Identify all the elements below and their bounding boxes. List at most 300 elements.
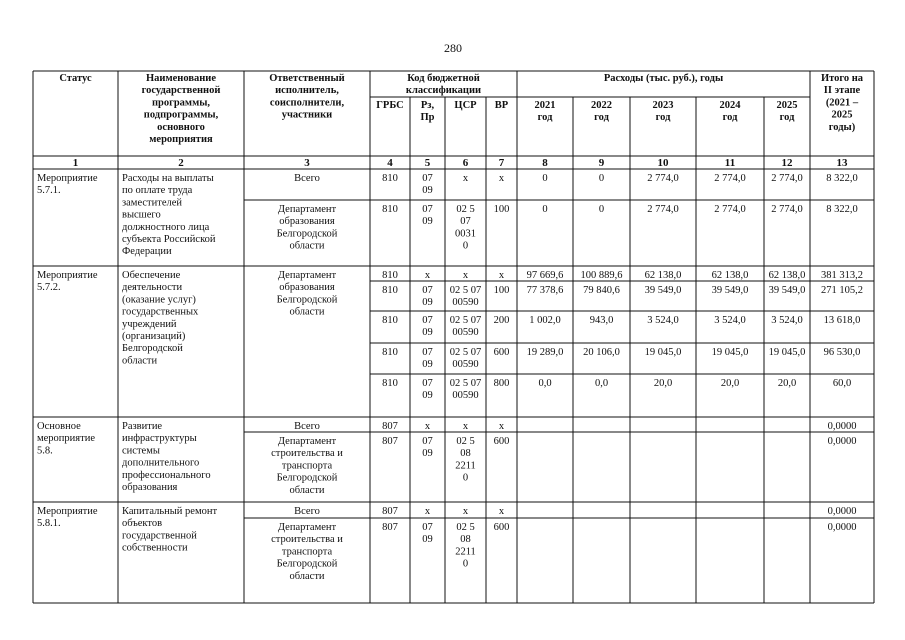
total-value-cell [826, 173, 858, 184]
executor-cell-line: Белгородской [276, 228, 338, 240]
rzpr-cell [425, 506, 431, 517]
expense-value-cell [712, 270, 749, 281]
header-name-line: государственной [141, 85, 221, 97]
column-number [599, 157, 605, 169]
vr-cell [494, 522, 510, 533]
executor-cell-line: области [289, 484, 325, 496]
column-number-line: 4 [387, 157, 393, 169]
executor-cell-line: Всего [294, 421, 320, 432]
expense-value-cell [721, 378, 739, 389]
grbs-cell-line: 810 [382, 347, 398, 358]
header-rzpr [420, 100, 434, 123]
expense-value-cell-line: 39 549,0 [644, 285, 682, 296]
vr-cell-line: 200 [493, 315, 510, 326]
executor-cell-line: строительства и [271, 448, 343, 460]
grbs-cell [382, 522, 398, 533]
csr-cell-line: 02 5 07 [449, 315, 482, 326]
column-number [304, 157, 310, 169]
executor-cell-line: Департамент [277, 270, 337, 281]
column-number [425, 157, 431, 169]
vr-cell-line: 800 [493, 378, 510, 389]
csr-cell-line: х [462, 421, 469, 432]
program-name-cell-line: Обеспечение [122, 270, 181, 281]
csr-cell-line: 0 [462, 472, 469, 484]
total-value-cell-line: 60,0 [832, 378, 852, 389]
grbs-cell-line: 807 [382, 436, 398, 447]
vr-cell-line: х [498, 421, 505, 432]
program-name-cell-line: субъекта Российской [122, 234, 216, 245]
csr-cell-line: 2211 [455, 460, 476, 472]
program-name-cell-line: инфраструктуры [122, 433, 197, 445]
expense-value-cell [529, 315, 561, 326]
rzpr-cell-line: 09 [422, 185, 433, 197]
expense-value-cell-line: 2 774,0 [714, 173, 746, 184]
csr-cell-line: 02 5 [456, 436, 475, 447]
rzpr-cell-line: 07 [422, 347, 433, 358]
column-number [837, 157, 849, 169]
expense-value-cell [714, 204, 746, 215]
expense-value-cell [769, 347, 806, 358]
rzpr-cell-line: 09 [422, 390, 433, 402]
column-number-line: 1 [72, 157, 79, 169]
expense-value-cell [645, 347, 682, 358]
header-name-line: основного [157, 121, 205, 133]
vr-cell-line: х [498, 506, 505, 517]
rzpr-cell-line: х [424, 270, 431, 281]
executor-cell-line: транспорта [281, 546, 333, 558]
executor-cell-line: Всего [294, 506, 320, 517]
program-name-cell-line: профессионального [122, 469, 211, 481]
rzpr-cell-line: 07 [422, 173, 433, 184]
program-name-cell-line: заместителей [122, 197, 183, 209]
grbs-cell [382, 315, 398, 326]
rzpr-cell-line: х [424, 421, 431, 432]
expense-value-cell-line: 0 [598, 204, 605, 215]
header-executor-line: исполнитель, [275, 85, 339, 97]
expense-value-cell [778, 378, 796, 389]
expense-value-cell-line: 943,0 [589, 315, 614, 326]
grbs-cell-line: 810 [382, 204, 398, 215]
program-name-cell-line: собственности [122, 542, 188, 554]
expense-value-cell-line: 19 045,0 [644, 347, 682, 358]
header-status-line: Статус [59, 73, 92, 84]
expense-value-cell [542, 173, 547, 184]
total-value-cell [824, 315, 861, 326]
total-value-cell-line: 8 322,0 [826, 173, 858, 184]
column-number-line: 2 [178, 157, 184, 169]
column-number-line: 7 [498, 157, 505, 169]
total-value-cell [828, 436, 857, 447]
header-expenses [604, 73, 723, 84]
header-year-2023-line: год [655, 112, 671, 124]
total-value-cell [828, 522, 857, 533]
column-number-line: 3 [304, 157, 310, 169]
vr-cell [499, 421, 505, 432]
total-value-cell-line: 381 313,2 [821, 270, 863, 281]
total-value-cell-line: 271 105,2 [821, 285, 863, 296]
expense-value-cell-line: 3 524,0 [647, 315, 679, 326]
header-budget-code [406, 73, 481, 96]
csr-cell-line: 02 5 07 [449, 378, 482, 389]
grbs-cell-line: 810 [382, 173, 398, 184]
header-name [142, 73, 221, 145]
executor-cell-line: Белгородской [276, 472, 338, 484]
expense-value-cell [712, 347, 749, 358]
total-value-cell-line: 0,0000 [827, 522, 857, 533]
csr-cell-line: 00590 [452, 390, 479, 402]
program-name-cell-line: Развитие [122, 421, 163, 432]
expense-value-cell-line: 3 524,0 [714, 315, 746, 326]
page-number [444, 41, 462, 55]
header-year-2025-line: 2025 [776, 100, 798, 111]
program-name-cell-line: (организаций) [122, 331, 186, 342]
rzpr-cell-line: 07 [422, 436, 433, 447]
expense-value-cell [714, 173, 746, 184]
executor-cell-line: Департамент [277, 436, 337, 447]
status-cell-line: мероприятие [37, 433, 95, 445]
status-cell-line: Мероприятие [37, 506, 98, 517]
rzpr-cell [422, 436, 433, 459]
page-number-line: 280 [444, 41, 462, 55]
grbs-cell [382, 204, 398, 215]
expense-value-cell [538, 378, 551, 389]
header-year-2025-line: год [779, 112, 795, 124]
status-cell-line: Основное [37, 421, 81, 432]
program-name-cell-line: Капитальный ремонт [122, 506, 218, 517]
rzpr-cell [422, 347, 433, 370]
total-value-cell [828, 421, 857, 432]
expense-value-cell [771, 315, 803, 326]
grbs-cell [382, 347, 398, 358]
header-year-2024-line: 2024 [719, 100, 741, 111]
csr-cell-line: 02 5 [456, 522, 475, 533]
expense-value-cell-line: 0,0 [594, 378, 609, 389]
csr-cell-line: 0031 [455, 228, 476, 240]
expense-value-cell-line: 2 774,0 [647, 204, 679, 215]
column-number [782, 157, 794, 169]
expense-value-cell-line: 20,0 [720, 378, 740, 389]
header-executor-line: соисполнители, [269, 97, 345, 109]
column-number [658, 157, 670, 169]
rzpr-cell-line: 09 [422, 327, 433, 339]
csr-cell-line: 00590 [452, 327, 479, 339]
vr-cell-line: 600 [493, 347, 510, 358]
expense-value-cell [645, 285, 682, 296]
vr-cell [494, 378, 510, 389]
executor-cell-line: Всего [294, 173, 320, 184]
rzpr-cell-line: х [424, 506, 431, 517]
executor-cell [294, 173, 320, 184]
header-year-2022-line: год [594, 112, 609, 124]
expense-value-cell [542, 204, 547, 215]
program-name-cell-line: должностного лица [122, 221, 210, 233]
executor-cell-line: Белгородской [276, 558, 338, 570]
program-name-cell-line: (оказание услуг) [122, 294, 196, 306]
csr-cell-line: 08 [460, 534, 471, 546]
csr-cell [450, 347, 482, 370]
column-number [463, 157, 469, 169]
column-number [725, 157, 735, 169]
vr-cell-line: х [498, 173, 505, 184]
header-year-2022 [591, 100, 612, 123]
total-value-cell [821, 285, 863, 296]
header-total-line: 2025 [831, 109, 853, 121]
rzpr-cell [422, 173, 433, 196]
status-cell-line: 5.7.2. [37, 282, 61, 294]
vr-cell-line: 600 [493, 522, 510, 533]
program-name-cell-line: образования [122, 482, 178, 493]
csr-cell [450, 285, 482, 308]
column-number-line: 6 [462, 157, 469, 169]
executor-cell-line: транспорта [281, 460, 333, 472]
vr-cell [499, 506, 505, 517]
header-grbs [376, 100, 404, 111]
header-year-2021-line: год [537, 112, 553, 124]
expense-value-cell-line: 2 774,0 [647, 173, 679, 184]
expense-value-cell [714, 315, 746, 326]
csr-cell-line: 2211 [455, 546, 476, 558]
csr-cell-line: х [462, 506, 469, 517]
rzpr-cell-line: 09 [422, 359, 433, 371]
expense-value-cell [590, 315, 614, 326]
expense-value-cell [771, 173, 803, 184]
executor-cell [294, 506, 320, 517]
column-number-line: 12 [781, 157, 793, 169]
column-number-line: 5 [424, 157, 431, 169]
csr-cell [450, 315, 482, 338]
rzpr-cell [422, 285, 433, 308]
rzpr-cell-line: 07 [422, 315, 433, 326]
status-cell-line: Мероприятие [37, 270, 98, 281]
header-year-2021 [535, 100, 556, 123]
program-name-cell-line: области [122, 355, 158, 367]
grbs-cell [382, 173, 398, 184]
executor-cell-line: строительства и [271, 534, 343, 546]
csr-cell-line: 02 5 07 [449, 347, 482, 358]
rzpr-cell [425, 270, 431, 281]
grbs-cell [382, 270, 398, 281]
vr-cell [494, 285, 510, 296]
header-executor-line: участники [281, 109, 333, 121]
vr-cell [494, 347, 510, 358]
total-value-cell [826, 204, 858, 215]
vr-cell [494, 436, 510, 447]
expense-value-cell [581, 270, 623, 281]
header-rzpr-line: Пр [420, 112, 435, 124]
vr-cell [499, 173, 505, 184]
total-value-cell-line: 8 322,0 [826, 204, 858, 215]
vr-cell-line: 600 [493, 436, 510, 447]
rzpr-cell-line: 09 [422, 534, 433, 546]
expense-value-cell-line: 39 549,0 [711, 285, 749, 296]
expense-value-cell-line: 77 378,6 [526, 285, 564, 296]
rzpr-cell [422, 522, 433, 545]
expense-value-cell [654, 378, 672, 389]
grbs-cell-line: 810 [382, 285, 398, 296]
executor-cell-line: Департамент [277, 204, 337, 215]
csr-cell-line: х [462, 270, 469, 281]
grbs-cell [382, 421, 398, 432]
total-value-cell [821, 270, 863, 281]
rzpr-cell-line: 09 [422, 216, 433, 228]
expense-value-cell-line: 62 138,0 [644, 270, 682, 281]
grbs-cell [382, 378, 398, 389]
column-number-line: 8 [542, 157, 548, 169]
total-value-cell-line: 0,0000 [827, 421, 857, 432]
status-cell-line: 5.8. [37, 445, 53, 457]
header-expenses-line: Расходы (тыс. руб.), годы [603, 73, 724, 84]
program-name-cell-line: по оплате труда [122, 185, 193, 197]
header-year-2021-line: 2021 [534, 100, 556, 111]
expense-value-cell [527, 285, 564, 296]
grbs-cell-line: 807 [382, 506, 398, 517]
header-total-line: Итого на [820, 73, 864, 84]
csr-cell-line: 08 [460, 448, 471, 460]
program-name-cell-line: дополнительного [122, 457, 200, 469]
csr-cell-line: х [462, 173, 469, 184]
expense-value-cell [647, 315, 679, 326]
column-number [178, 157, 184, 169]
expense-value-cell-line: 2 774,0 [771, 173, 803, 184]
column-number [542, 157, 548, 169]
csr-cell-line: 00590 [452, 359, 479, 371]
program-name-cell-line: Расходы на выплаты [122, 173, 214, 184]
expense-value-cell-line: 39 549,0 [768, 285, 806, 296]
column-number-line: 10 [657, 157, 669, 169]
program-name-cell-line: деятельности [122, 282, 183, 294]
grbs-cell-line: 807 [382, 522, 398, 533]
total-value-cell [824, 347, 861, 358]
rzpr-cell-line: 07 [422, 204, 433, 215]
csr-cell-line: 07 [460, 216, 471, 228]
csr-cell [450, 378, 482, 401]
header-csr-line: ЦСР [454, 100, 477, 111]
total-value-cell-line: 0,0000 [827, 436, 857, 447]
expense-value-cell-line: 20 106,0 [583, 347, 620, 358]
expense-value-cell [647, 173, 679, 184]
grbs-cell-line: 810 [382, 270, 398, 281]
header-budget-code-line: Код бюджетной [407, 73, 480, 84]
header-year-2025 [777, 100, 798, 123]
status-cell-line: Мероприятие [37, 173, 98, 184]
vr-cell [494, 204, 510, 215]
header-year-2023 [653, 100, 674, 123]
vr-cell-line: 100 [493, 285, 510, 296]
expense-value-cell [645, 270, 682, 281]
header-csr [454, 100, 477, 111]
program-name-cell-line: системы [122, 445, 160, 457]
total-value-cell [828, 506, 857, 517]
expense-value-cell [595, 378, 608, 389]
expense-value-cell [527, 347, 564, 358]
expense-value-cell [647, 204, 679, 215]
executor-cell-line: области [289, 570, 325, 582]
executor-cell-line: области [289, 240, 325, 252]
rzpr-cell [422, 204, 433, 227]
csr-cell [463, 173, 469, 184]
header-total-line: годы) [828, 121, 856, 133]
expense-value-cell-line: 1 002,0 [529, 315, 561, 326]
expense-value-cell [769, 270, 806, 281]
expense-value-cell [771, 204, 803, 215]
executor-cell-line: Белгородской [276, 294, 338, 306]
expense-value-cell-line: 0,0 [538, 378, 552, 389]
rzpr-cell-line: 07 [422, 522, 433, 533]
expense-value-cell-line: 20,0 [777, 378, 797, 389]
expense-value-cell [712, 285, 749, 296]
expense-value-cell-line: 20,0 [653, 378, 673, 389]
expense-value-cell-line: 79 840,6 [583, 285, 620, 296]
program-name-cell-line: государственных [122, 306, 199, 318]
header-grbs-line: ГРБС [376, 100, 404, 111]
header-year-2024-line: год [722, 112, 738, 124]
rzpr-cell [422, 378, 433, 401]
grbs-cell-line: 810 [382, 378, 398, 389]
executor-cell-line: области [289, 306, 325, 318]
executor-cell-line: образования [279, 216, 335, 228]
expense-value-cell [769, 285, 806, 296]
expense-value-cell-line: 19 045,0 [711, 347, 749, 358]
header-total-line: II этапе [823, 85, 861, 97]
expense-value-cell [599, 204, 604, 215]
rzpr-cell-line: 09 [422, 297, 433, 309]
column-number [387, 157, 393, 169]
rzpr-cell-line: 07 [422, 378, 433, 389]
header-name-line: Наименование [146, 73, 216, 84]
status-cell-line: 5.7.1. [37, 185, 61, 197]
header-rzpr-line: Рз, [420, 100, 435, 111]
status-cell-line: 5.8.1. [37, 518, 61, 530]
rzpr-cell [422, 315, 433, 338]
header-name-line: мероприятия [149, 134, 213, 145]
header-year-2023-line: 2023 [652, 100, 674, 111]
grbs-cell-line: 807 [382, 421, 398, 432]
program-name-cell-line: объектов [122, 518, 163, 530]
grbs-cell-line: 810 [382, 315, 398, 326]
expense-value-cell-line: 97 669,6 [526, 270, 564, 281]
csr-cell-line: 0 [462, 240, 469, 252]
header-budget-code-line: классификации [405, 85, 482, 97]
header-vr-line: ВР [494, 100, 509, 111]
expense-value-cell [583, 285, 620, 296]
executor-cell [294, 421, 320, 432]
column-number [73, 157, 79, 169]
expense-value-cell-line: 62 138,0 [711, 270, 749, 281]
column-number [499, 157, 505, 169]
expense-value-cell [583, 347, 620, 358]
csr-cell [463, 270, 469, 281]
column-number-line: 11 [724, 157, 736, 169]
total-value-cell-line: 96 530,0 [823, 347, 861, 358]
expense-value-cell [527, 270, 564, 281]
program-name-cell-line: Белгородской [122, 343, 183, 355]
executor-cell-line: образования [279, 282, 335, 294]
expense-value-cell-line: 100 889,6 [580, 270, 623, 281]
vr-cell [494, 315, 510, 326]
header-name-line: программы, [151, 97, 211, 109]
executor-cell-line: Департамент [277, 522, 337, 533]
header-year-2022-line: 2022 [591, 100, 612, 111]
column-number-line: 13 [836, 157, 848, 169]
total-value-cell-line: 13 618,0 [823, 315, 861, 326]
csr-cell [463, 421, 469, 432]
grbs-cell [382, 506, 398, 517]
csr-cell-line: 02 5 [456, 204, 475, 215]
expense-value-cell [599, 173, 604, 184]
grbs-cell [382, 285, 398, 296]
expense-value-cell-line: 19 289,0 [526, 347, 564, 358]
column-number-line: 9 [598, 157, 605, 169]
